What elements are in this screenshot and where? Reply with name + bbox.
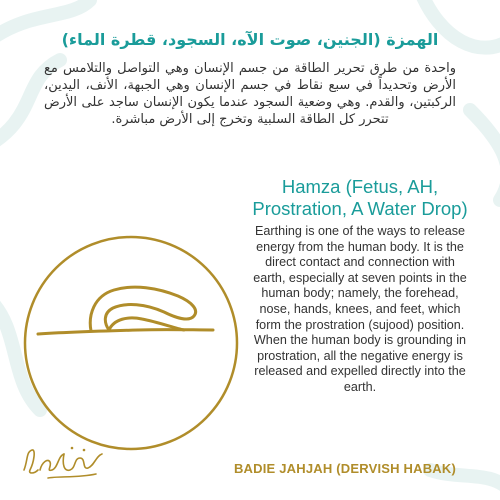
english-body-text: Earthing is one of the ways to release energy from the human body. It is the direct contact and connection with earth, especially at seven points in the human body; namely, the forehead, nose, hands, knees, and feet, which form the prostration (sujood) position. When the human body is grounding in prostration, all the negative energy is released and expelled directly into the earth. [253, 224, 467, 394]
arabic-title: الهمزة (الجنين، صوت الآه، السجود، قطرة الماء) [61, 30, 439, 49]
arabic-body-text: واحدة من طرق تحرير الطاقة من جسم الإنسان وهي التواصل والتلامس مع الأرض وتحديداً في سبع نقاط في جسم الإنسان وهي الجبهة، الأنف، اليدين، الركبتين، والقدم. وهي وضعية السجود عندما يكون الإنسان ساجد على الأرض تتحرر كل الطاقة السلبية وتخرج إلى الأرض مباشرة. [44, 61, 456, 127]
english-title: Hamza (Fetus, AH, Prostration, A Water Drop) [252, 176, 468, 219]
signature-icon [18, 440, 108, 484]
hamza-letter-in-circle-icon [18, 230, 244, 456]
author-credit: BADIE JAHJAH (DERVISH HABAK) [233, 461, 457, 476]
